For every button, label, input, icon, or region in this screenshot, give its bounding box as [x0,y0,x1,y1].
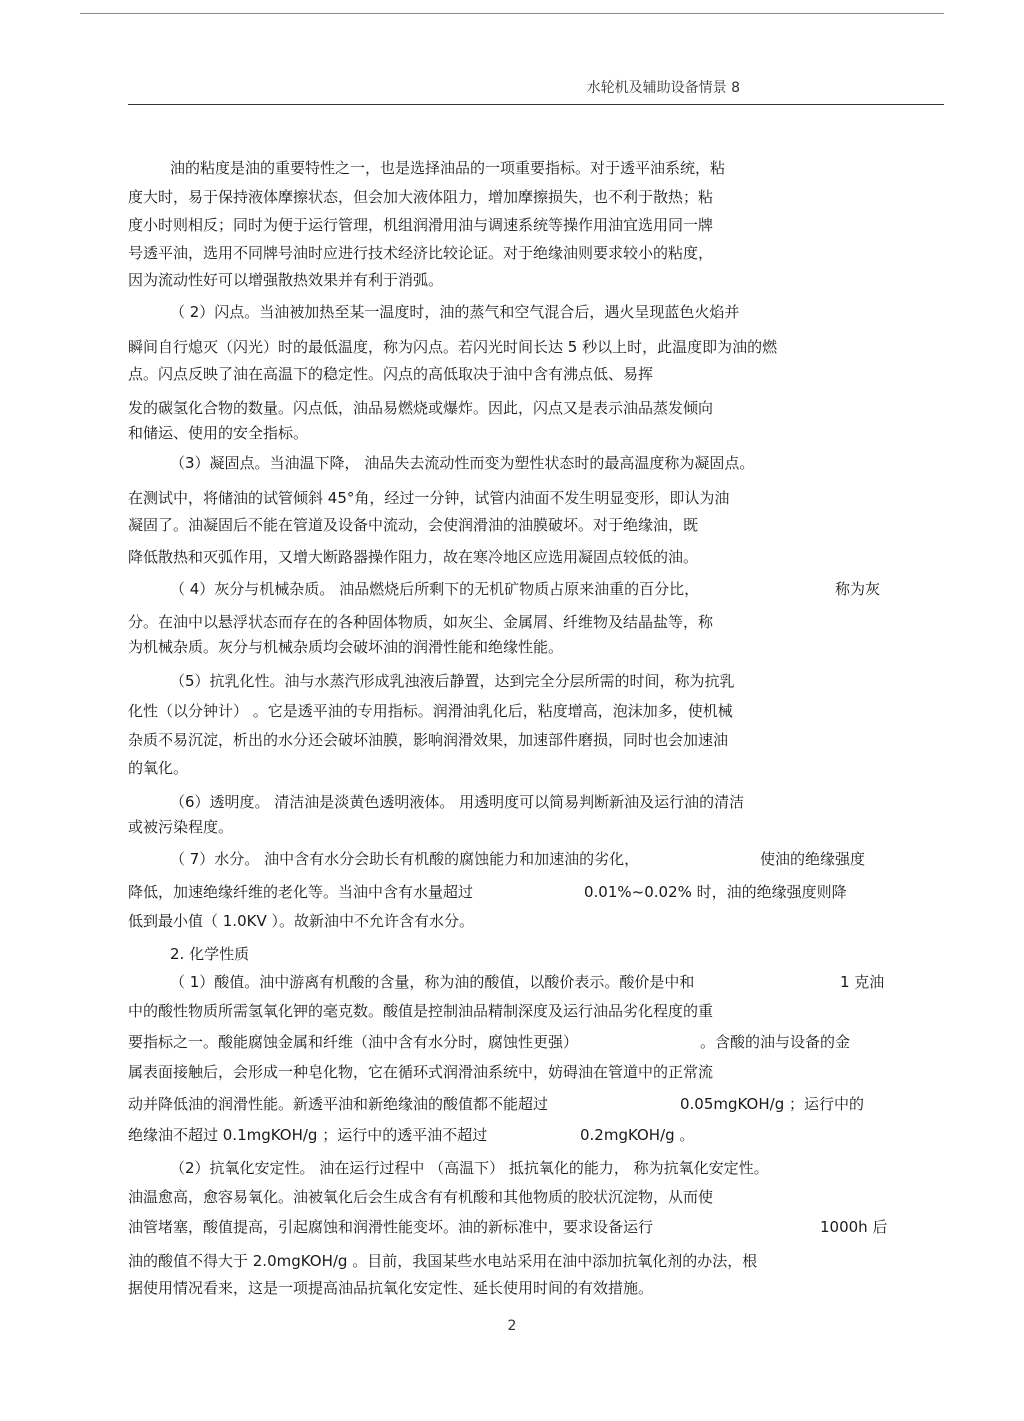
text-segment: 瞬间自行熄灭（闪光）时的最低温度，称为闪点。若闪光时间长达 5 秒以上时，此温度即为油的燃 [128,338,778,356]
text-segment: 属表面接触后，会形成一种皂化物，它在循环式润滑油系统中，妨碍油在管道中的正常流 [128,1063,714,1081]
text-segment: 1 克油 [840,973,885,991]
text-segment: （5）抗乳化性。油与水蒸汽形成乳浊液后静置，达到完全分层所需的时间，称为抗乳 [170,672,735,690]
text-segment: （3）凝固点。当油温下降， 油品失去流动性而变为塑性状态时的最高温度称为凝固点。 [170,454,755,472]
top-divider [80,13,944,14]
text-segment: （6）透明度。 清洁油是淡黄色透明液体。 用透明度可以简易判断新油及运行油的清洁 [170,793,745,811]
text-segment: 分。在油中以悬浮状态而存在的各种固体物质，如灰尘、金属屑、纤维物及结晶盐等，称 [128,613,714,631]
text-segment: 降低，加速绝缘纤维的老化等。当油中含有水量超过 [128,883,474,901]
text-segment: （ 2）闪点。当油被加热至某一温度时，油的蒸气和空气混合后，遇火呈现蓝色火焰并 [170,303,740,321]
text-segment: 因为流动性好可以增强散热效果并有利于消弧。 [128,271,444,289]
text-segment: 。含酸的油与设备的金 [700,1033,851,1051]
text-segment: 0.05mgKOH/g ；运行中的 [680,1095,864,1113]
text-segment: 凝固了。油凝固后不能在管道及设备中流动，会使润滑油的油膜破坏。对于绝缘油，既 [128,516,699,534]
text-segment: 0.2mgKOH/g 。 [580,1126,695,1144]
text-segment: 油的酸值不得大于 2.0mgKOH/g 。目前，我国某些水电站采用在油中添加抗氧化剂的办法，根 [128,1252,758,1270]
text-segment: 油的粘度是油的重要特性之一，也是选择油品的一项重要指标。对于透平油系统，粘 [170,159,726,177]
page-number: 2 [507,1318,517,1334]
running-header: 水轮机及辅助设备情景 8 [586,80,740,96]
text-segment: 低到最小值（ 1.0KV ）。故新油中不允许含有水分。 [128,912,474,930]
text-segment: 和储运、使用的安全指标。 [128,424,309,442]
text-segment: （2）抗氧化安定性。 油在运行过程中 （高温下） 抵抗氧化的能力， 称为抗氧化安定性。 [170,1159,769,1177]
text-segment: （ 1）酸值。油中游离有机酸的含量，称为油的酸值，以酸价表示。酸价是中和 [170,973,695,991]
text-segment: 或被污染程度。 [128,818,234,836]
text-segment: 在测试中，将储油的试管倾斜 45°角，经过一分钟，试管内油面不发生明显变形，即认为油 [128,489,730,507]
text-segment: 为机械杂质。灰分与机械杂质均会破坏油的润滑性能和绝缘性能。 [128,638,564,656]
text-segment: 绝缘油不超过 0.1mgKOH/g ；运行中的透平油不超过 [128,1126,488,1144]
text-segment: （ 4）灰分与机械杂质。 油品燃烧后所剩下的无机矿物质占原来油重的百分比， [170,580,700,598]
text-segment: 2. 化学性质 [170,945,250,963]
text-segment: 发的碳氢化合物的数量。闪点低，油品易燃烧或爆炸。因此，闪点又是表示油品蒸发倾向 [128,399,714,417]
header-divider [128,104,944,105]
text-segment: 中的酸性物质所需氢氧化钾的毫克数。酸值是控制油品精制深度及运行油品劣化程度的重 [128,1002,714,1020]
text-segment: 使油的绝缘强度 [760,850,866,868]
text-segment: 要指标之一。酸能腐蚀金属和纤维（油中含有水分时，腐蚀性更强） [128,1033,579,1051]
text-segment: 化性（以分钟计） 。它是透平油的专用指标。润滑油乳化后，粘度增高，泡沫加多，使机械 [128,702,733,720]
text-segment: 度小时则相反；同时为便于运行管理，机组润滑用油与调速系统等操作用油宜选用同一牌 [128,216,714,234]
text-segment: 度大时，易于保持液体摩擦状态，但会加大液体阻力，增加摩擦损失，也不利于散热；粘 [128,188,714,206]
text-segment: 降低散热和灭弧作用，又增大断路器操作阻力，故在寒冷地区应选用凝固点较低的油。 [128,548,699,566]
text-segment: 1000h 后 [820,1218,888,1236]
text-segment: 0.01%~0.02% 时，油的绝缘强度则降 [584,883,847,901]
text-segment: 点。闪点反映了油在高温下的稳定性。闪点的高低取决于油中含有沸点低、易挥 [128,365,654,383]
text-segment: 称为灰 [835,580,881,598]
text-segment: 号透平油，选用不同牌号油时应进行技术经济比较论证。对于绝缘油则要求较小的粘度， [128,244,714,262]
text-segment: 据使用情况看来，这是一项提高油品抗氧化安定性、延长使用时间的有效措施。 [128,1279,654,1297]
text-segment: 杂质不易沉淀，析出的水分还会破坏油膜，影响润滑效果，加速部件磨损，同时也会加速油 [128,731,729,749]
text-segment: 动并降低油的润滑性能。新透平油和新绝缘油的酸值都不能超过 [128,1095,549,1113]
text-segment: 的氧化。 [128,759,189,777]
text-segment: 油温愈高，愈容易氧化。油被氧化后会生成含有有机酸和其他物质的胶状沉淀物，从而使 [128,1188,714,1206]
text-segment: （ 7）水分。 油中含有水分会助长有机酸的腐蚀能力和加速油的劣化， [170,850,640,868]
text-segment: 油管堵塞，酸值提高，引起腐蚀和润滑性能变坏。油的新标准中，要求设备运行 [128,1218,654,1236]
